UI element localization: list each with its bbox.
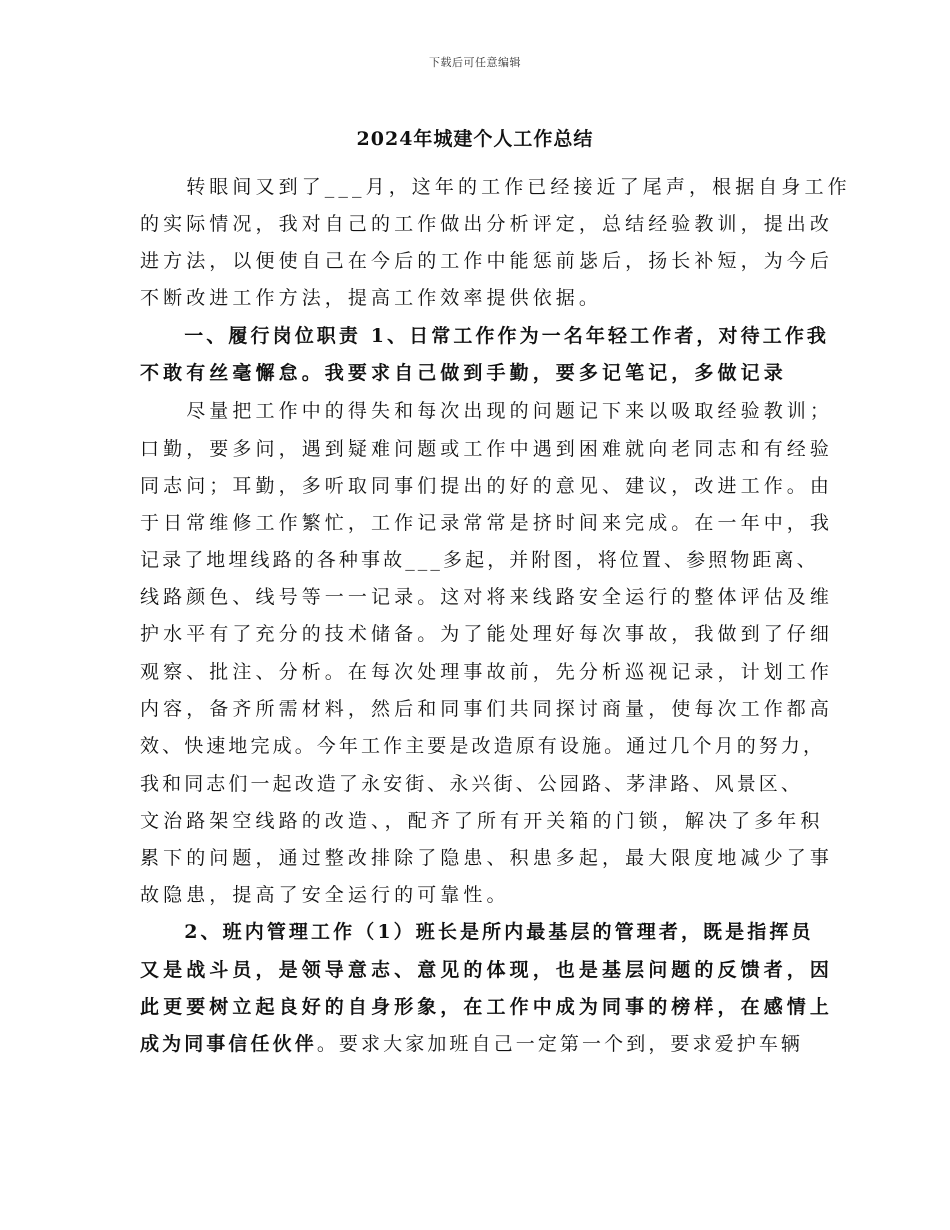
paragraph-line: 进方法，以便使自己在今后的工作中能惩前毖后，扬长补短，为今后 xyxy=(140,250,834,272)
paragraph-line: 的实际情况，我对自己的工作做出分析评定，总结经验教训，提出改 xyxy=(140,213,834,235)
paragraph-line: 口勤，要多问，遇到疑难问题或工作中遇到困难就向老同志和有经验 xyxy=(140,438,834,460)
paragraph-line: 不断改进工作方法，提高工作效率提供依据。 xyxy=(140,287,603,309)
paragraph-line: 尽量把工作中的得失和每次出现的问题记下来以吸取经验教训； xyxy=(140,400,834,422)
paragraph-line: 记录了地埋线路的各种事故___多起，并附图，将位置、参照物距离、 xyxy=(140,549,819,571)
paragraph-line: 护水平有了充分的技术储备。为了能处理好每次事故，我做到了仔细 xyxy=(140,623,834,645)
paragraph-line: 我和同志们一起改造了永安街、永兴街、公园路、茅津路、风景区、 xyxy=(140,773,804,795)
section-heading-line: 一、履行岗位职责 1、日常工作作为一名年轻工作者，对待工作我 xyxy=(140,325,830,347)
section-heading-line: 不敢有丝毫懈怠。我要求自己做到手勤，要多记笔记，多做记录 xyxy=(140,362,787,384)
paragraph-line: 同志问；耳勤，多听取同事们提出的好的意见、建议，改进工作。由 xyxy=(140,475,834,497)
paragraph-line-mixed xyxy=(140,1029,810,1059)
section-heading-line: 又是战斗员，是领导意志、意见的体现，也是基层问题的反馈者，因 xyxy=(140,959,834,981)
header-note: 下载后可任意编辑 xyxy=(429,56,521,69)
paragraph-line: 效、快速地完成。今年工作主要是改造原有设施。通过几个月的努力， xyxy=(140,735,826,757)
bold-phrase: 成为同事信任伙伴 xyxy=(140,1033,317,1055)
document-title: 2024年城建个人工作总结 xyxy=(356,128,594,150)
paragraph-line: 故隐患，提高了安全运行的可靠性。 xyxy=(140,884,510,906)
paragraph-line: 于日常维修工作繁忙，工作记录常常是挤时间来完成。在一年中，我 xyxy=(140,512,834,534)
paragraph-line: 转眼间又到了___月，这年的工作已经接近了尾声，根据自身工作 xyxy=(140,176,851,198)
normal-phrase: 。要求大家加班自己一定第一个到，要求爱护车辆 xyxy=(316,1033,804,1055)
paragraph-line: 文治路架空线路的改造、，配齐了所有开关箱的门锁，解决了多年积 xyxy=(140,810,824,832)
paragraph-line: 线路颜色、线号等一一记录。这对将来线路安全运行的整体评估及维 xyxy=(140,586,834,608)
section-heading-line: 此更要树立起良好的自身形象，在工作中成为同事的榜样，在感情上 xyxy=(140,996,834,1018)
paragraph-line: 观察、批注、分析。在每次处理事故前，先分析巡视记录，计划工作 xyxy=(140,661,834,683)
paragraph-line: 累下的问题，通过整改排除了隐患、积患多起，最大限度地减少了事 xyxy=(140,847,834,869)
section-heading-line: 2、班内管理工作（1）班长是所内最基层的管理者，既是指挥员 xyxy=(140,921,814,943)
paragraph-line: 内容，备齐所需材料，然后和同事们共同探讨商量，使每次工作都高 xyxy=(140,698,834,720)
